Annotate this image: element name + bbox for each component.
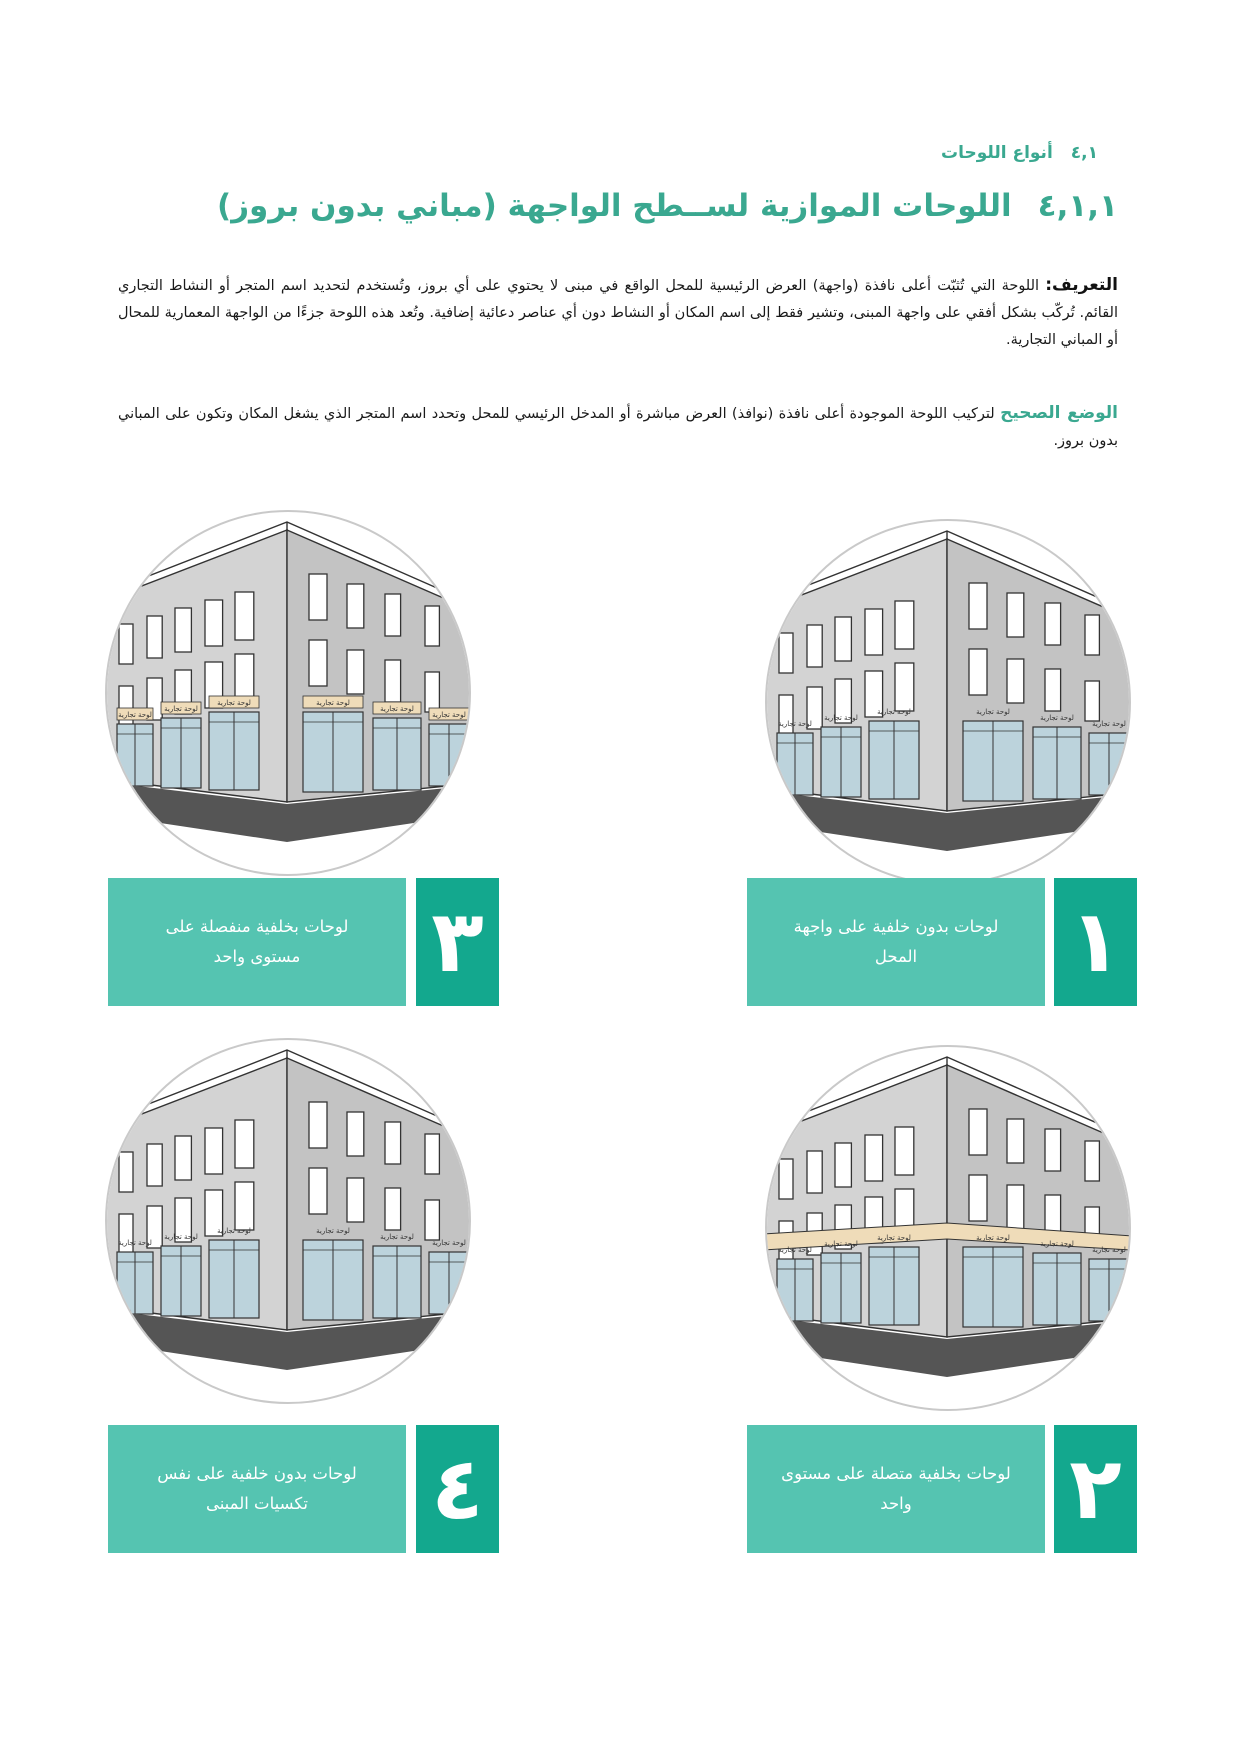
svg-text:لوحة تجارية: لوحة تجارية bbox=[1092, 1246, 1126, 1254]
svg-text:لوحة تجارية: لوحة تجارية bbox=[316, 699, 350, 707]
card-number-1: ١ bbox=[1054, 878, 1137, 1006]
definition-paragraph bbox=[118, 272, 1118, 354]
definition-text: اللوحة التي تُثبّت أعلى نافذة (واجهة) العرض الرئيسية للمحل الواقع في مبنى لا يحتوي على أي بروز، وتُستخدم لتحديد اسم المتجر أو النشاط التجاري القائم. تُركّب بشكل أفقي على واجهة المبنى، وتشير فقط إلى اسم المكان أو النشاط دون أي عناصر دعائية إضافية. وتُعد هذه اللوحة جزءًا من الواجهة المعمارية للمحال أو المباني التجارية. bbox=[118, 278, 1118, 348]
definition-term: التعريف: bbox=[1045, 275, 1118, 295]
card-caption-1: لوحات بدون خلفية على واجهة المحل bbox=[747, 878, 1045, 1006]
building-illustration-3 bbox=[105, 510, 471, 876]
section-number: ٤,١,١ bbox=[1037, 188, 1118, 224]
svg-text:لوحة تجارية: لوحة تجارية bbox=[877, 708, 911, 716]
svg-text:لوحة تجارية: لوحة تجارية bbox=[1040, 714, 1074, 722]
section-title: اللوحات الموازية لســطح الواجهة (مباني بدون بروز) bbox=[217, 188, 1012, 224]
svg-text:لوحة تجارية: لوحة تجارية bbox=[380, 705, 414, 713]
building-illustration-4 bbox=[105, 1038, 471, 1404]
svg-text:لوحة تجارية: لوحة تجارية bbox=[164, 1233, 198, 1241]
placement-text: لتركيب اللوحة الموجودة أعلى نافذة (نوافذ) العرض مباشرة أو المدخل الرئيسي للمحل وتحدد اسم المتجر الذي يشغل المكان وتكون على المباني بدون بروز. bbox=[118, 406, 1118, 449]
svg-text:لوحة تجارية: لوحة تجارية bbox=[976, 1234, 1010, 1242]
svg-text:لوحة تجارية: لوحة تجارية bbox=[877, 1234, 911, 1242]
subsection-number: ٤,١ bbox=[1070, 143, 1098, 163]
card-number-4: ٤ bbox=[416, 1425, 499, 1553]
svg-text:لوحة تجارية: لوحة تجارية bbox=[118, 1239, 152, 1247]
svg-text:لوحة تجارية: لوحة تجارية bbox=[778, 720, 812, 728]
placement-term: الوضع الصحيح bbox=[1000, 403, 1119, 423]
svg-text:لوحة تجارية: لوحة تجارية bbox=[976, 708, 1010, 716]
card-caption-4: لوحات بدون خلفية على نفس تكسيات المبنى bbox=[108, 1425, 406, 1553]
svg-text:لوحة تجارية: لوحة تجارية bbox=[824, 714, 858, 722]
svg-text:لوحة تجارية: لوحة تجارية bbox=[217, 1227, 251, 1235]
svg-text:لوحة تجارية: لوحة تجارية bbox=[316, 1227, 350, 1235]
svg-text:لوحة تجارية: لوحة تجارية bbox=[118, 711, 152, 719]
svg-text:لوحة تجارية: لوحة تجارية bbox=[432, 1239, 466, 1247]
svg-text:لوحة تجارية: لوحة تجارية bbox=[217, 699, 251, 707]
placement-paragraph bbox=[118, 400, 1118, 455]
subsection-title bbox=[598, 143, 1098, 163]
building-illustration-1 bbox=[765, 519, 1131, 885]
svg-text:لوحة تجارية: لوحة تجارية bbox=[1092, 720, 1126, 728]
svg-text:لوحة تجارية: لوحة تجارية bbox=[1040, 1240, 1074, 1248]
section-heading bbox=[118, 188, 1118, 224]
card-number-3: ٣ bbox=[416, 878, 499, 1006]
card-caption-3: لوحات بخلفية منفصلة على مستوى واحد bbox=[108, 878, 406, 1006]
card-number-2: ٢ bbox=[1054, 1425, 1137, 1553]
card-caption-2: لوحات بخلفية متصلة على مستوى واحد bbox=[747, 1425, 1045, 1553]
svg-text:لوحة تجارية: لوحة تجارية bbox=[432, 711, 466, 719]
building-illustration-2 bbox=[765, 1045, 1131, 1411]
svg-text:لوحة تجارية: لوحة تجارية bbox=[778, 1246, 812, 1254]
svg-text:لوحة تجارية: لوحة تجارية bbox=[824, 1240, 858, 1248]
subsection-label: أنواع اللوحات bbox=[941, 143, 1053, 163]
svg-text:لوحة تجارية: لوحة تجارية bbox=[380, 1233, 414, 1241]
svg-text:لوحة تجارية: لوحة تجارية bbox=[164, 705, 198, 713]
